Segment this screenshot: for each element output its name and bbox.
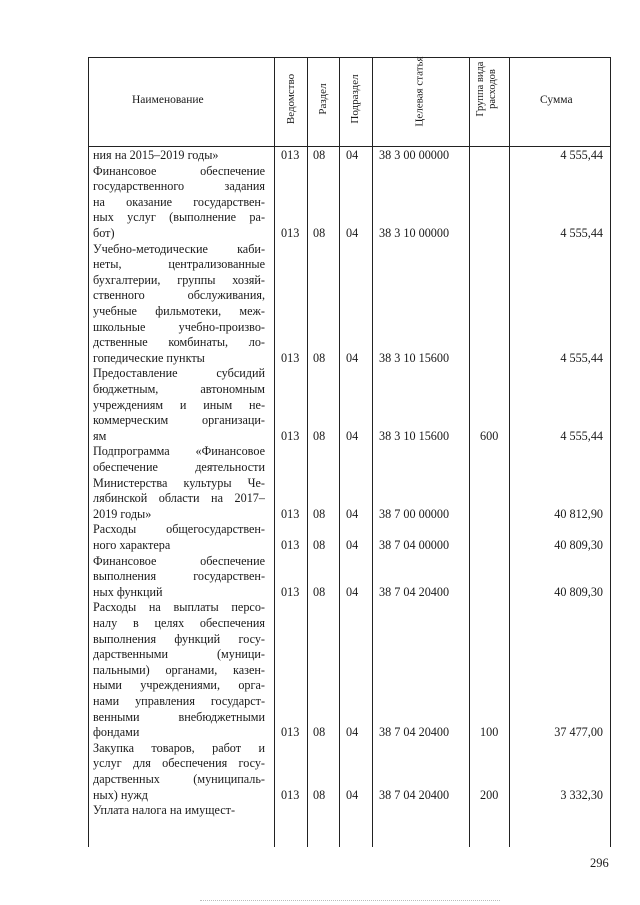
row-name bbox=[93, 554, 265, 601]
cell-summa: 40 809,30 bbox=[554, 584, 603, 599]
row-name-line: налу в целях обеспечения bbox=[93, 615, 265, 630]
cell-summa: 4 555,44 bbox=[560, 350, 603, 365]
row-name-line: фондами bbox=[93, 725, 140, 740]
cell-celevaya: 38 7 04 20400 bbox=[379, 725, 450, 740]
cell-celevaya: 38 3 10 00000 bbox=[379, 225, 450, 240]
row-name-line: Учебно-методические каби- bbox=[93, 241, 265, 256]
row-name-line: ственного обслуживания, bbox=[93, 288, 265, 303]
cell-vedomstvo: 013 bbox=[281, 725, 300, 740]
row-name-line: ям bbox=[93, 428, 107, 443]
row-name bbox=[93, 522, 265, 553]
cell-summa: 4 555,44 bbox=[560, 148, 603, 162]
row-name bbox=[93, 164, 265, 242]
row-name-line: ных) нужд bbox=[93, 787, 148, 802]
row-name-line: Подпрограмма «Финансовое bbox=[93, 444, 265, 459]
row-name-line: услуг для обеспечения госу- bbox=[93, 756, 265, 771]
cell-vedomstvo: 013 bbox=[281, 225, 300, 240]
row-name-line: 2019 годы» bbox=[93, 506, 152, 521]
header-bottom-border bbox=[88, 146, 611, 147]
cell-vedomstvo: 013 bbox=[281, 350, 300, 365]
table-row bbox=[88, 444, 611, 522]
table-row bbox=[88, 554, 611, 601]
row-name-line: нами управления государст- bbox=[93, 693, 265, 708]
row-name-line: бухгалтерии, группы хозяй- bbox=[93, 272, 265, 287]
cell-celevaya: 38 7 00 00000 bbox=[379, 506, 450, 521]
cell-razdel: 08 bbox=[313, 787, 326, 802]
table-row bbox=[88, 741, 611, 803]
cell-podrazdel: 04 bbox=[346, 584, 359, 599]
row-name bbox=[93, 366, 265, 444]
cell-celevaya: 38 3 10 15600 bbox=[379, 350, 450, 365]
header-summa: Сумма bbox=[540, 94, 573, 106]
row-name-line: ных функций bbox=[93, 584, 163, 599]
cell-celevaya: 38 3 10 15600 bbox=[379, 428, 450, 443]
cell-razdel: 08 bbox=[313, 148, 326, 162]
cell-summa: 3 332,30 bbox=[560, 787, 603, 802]
cell-summa: 40 809,30 bbox=[554, 537, 603, 552]
row-name-line: неты, централизованные bbox=[93, 257, 265, 272]
cell-celevaya: 38 7 04 00000 bbox=[379, 537, 450, 552]
row-name-line: выполнения государствен- bbox=[93, 569, 265, 584]
table-row bbox=[88, 242, 611, 367]
row-name-line: учреждениям и иным не- bbox=[93, 397, 265, 412]
row-name-line: ного характера bbox=[93, 537, 171, 552]
row-name-line: коммерческим организаци- bbox=[93, 413, 265, 428]
cell-summa: 37 477,00 bbox=[554, 725, 603, 740]
table-row bbox=[88, 522, 611, 553]
cell-gruppa: 100 bbox=[480, 725, 499, 740]
row-name-line: ных услуг (выполнение ра- bbox=[93, 210, 265, 225]
row-name-line: дарственными (муници- bbox=[93, 647, 265, 662]
row-name-line: бюджетным, автономным bbox=[93, 381, 265, 396]
cell-podrazdel: 04 bbox=[346, 787, 359, 802]
cell-podrazdel: 04 bbox=[346, 537, 359, 552]
cell-vedomstvo: 013 bbox=[281, 537, 300, 552]
row-name-line: Закупка товаров, работ и bbox=[93, 740, 265, 755]
cell-razdel: 08 bbox=[313, 506, 326, 521]
row-name-line: бот) bbox=[93, 225, 115, 240]
row-name bbox=[93, 803, 265, 819]
row-name-line: ния на 2015–2019 годы» bbox=[93, 148, 219, 162]
row-name bbox=[93, 600, 265, 740]
header-name: Наименование bbox=[132, 94, 204, 106]
cell-razdel: 08 bbox=[313, 428, 326, 443]
table-row bbox=[88, 600, 611, 740]
cell-podrazdel: 04 bbox=[346, 225, 359, 240]
row-name-line: Расходы общегосударствен- bbox=[93, 522, 265, 537]
budget-table bbox=[88, 57, 611, 847]
cell-gruppa: 200 bbox=[480, 787, 499, 802]
cell-summa: 4 555,44 bbox=[560, 428, 603, 443]
row-name-line: выполнения функций госу- bbox=[93, 631, 265, 646]
cell-razdel: 08 bbox=[313, 225, 326, 240]
row-name bbox=[93, 148, 265, 164]
row-name-line: Уплата налога на имущест- bbox=[93, 803, 236, 818]
row-name-line: учебные фильмотеки, меж- bbox=[93, 303, 265, 318]
cell-razdel: 08 bbox=[313, 725, 326, 740]
row-name-line: обеспечение деятельности bbox=[93, 459, 265, 474]
row-name-line: ными учреждениями, орга- bbox=[93, 678, 265, 693]
row-name-line: венными внебюджетными bbox=[93, 709, 265, 724]
cell-podrazdel: 04 bbox=[346, 725, 359, 740]
row-name-line: Предоставление субсидий bbox=[93, 366, 265, 381]
cell-podrazdel: 04 bbox=[346, 148, 359, 162]
row-name bbox=[93, 741, 265, 803]
page-number: 296 bbox=[590, 856, 609, 870]
row-name-line: дарственных (муниципаль- bbox=[93, 771, 265, 786]
cell-razdel: 08 bbox=[313, 537, 326, 552]
table-top-border bbox=[88, 57, 611, 58]
row-name-line: Финансовое обеспечение bbox=[93, 163, 265, 178]
header-celevaya: Целевая статья bbox=[413, 56, 426, 127]
cell-celevaya: 38 3 00 00000 bbox=[379, 148, 450, 162]
table-row bbox=[88, 366, 611, 444]
cell-vedomstvo: 013 bbox=[281, 428, 300, 443]
cell-celevaya: 38 7 04 20400 bbox=[379, 787, 450, 802]
header-gruppa: Группа вида расходов bbox=[475, 61, 498, 117]
cell-razdel: 08 bbox=[313, 584, 326, 599]
cell-razdel: 08 bbox=[313, 350, 326, 365]
cell-summa: 4 555,44 bbox=[560, 225, 603, 240]
row-name-line: на оказание государствен- bbox=[93, 194, 265, 209]
page-edge bbox=[200, 900, 500, 902]
header-podrazdel: Подраздел bbox=[349, 74, 361, 124]
cell-podrazdel: 04 bbox=[346, 506, 359, 521]
cell-podrazdel: 04 bbox=[346, 428, 359, 443]
row-name-line: школьные учебно-произво- bbox=[93, 319, 265, 334]
header-razdel: Раздел bbox=[317, 83, 329, 115]
row-name-line: пальными) органами, казен- bbox=[93, 662, 265, 677]
row-name-line: дственные комбинаты, ло- bbox=[93, 335, 265, 350]
row-name-line: государственного задания bbox=[93, 179, 265, 194]
cell-summa: 40 812,90 bbox=[554, 506, 603, 521]
cell-vedomstvo: 013 bbox=[281, 506, 300, 521]
cell-vedomstvo: 013 bbox=[281, 584, 300, 599]
row-name-line: гопедические пункты bbox=[93, 350, 205, 365]
table-row bbox=[88, 148, 611, 164]
header-vedomstvo: Ведомство bbox=[285, 73, 297, 125]
row-name-line: Расходы на выплаты персо- bbox=[93, 600, 265, 615]
row-name bbox=[93, 444, 265, 522]
table-row bbox=[88, 164, 611, 242]
cell-vedomstvo: 013 bbox=[281, 787, 300, 802]
table-row bbox=[88, 803, 611, 819]
row-name-line: лябинской области на 2017– bbox=[93, 491, 265, 506]
cell-gruppa: 600 bbox=[480, 428, 499, 443]
cell-podrazdel: 04 bbox=[346, 350, 359, 365]
cell-vedomstvo: 013 bbox=[281, 148, 300, 162]
row-name-line: Финансовое обеспечение bbox=[93, 553, 265, 568]
cell-celevaya: 38 7 04 20400 bbox=[379, 584, 450, 599]
row-name-line: Министерства культуры Че- bbox=[93, 475, 265, 490]
row-name bbox=[93, 242, 265, 367]
